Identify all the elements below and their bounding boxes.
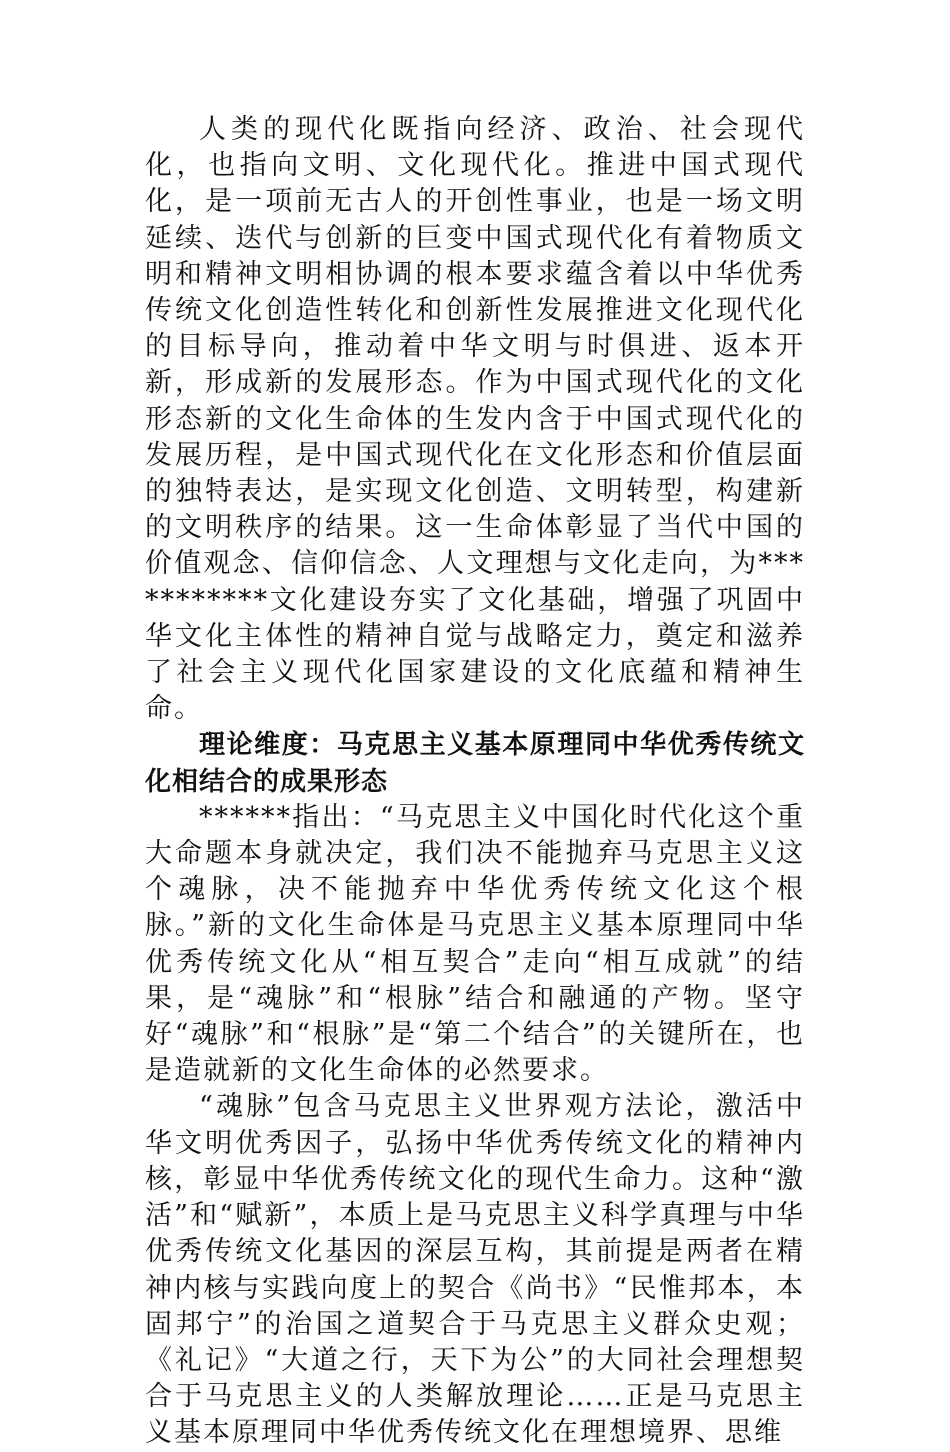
paragraph-intro: 人类的现代化既指向经济、政治、社会现代化，也指向文明、文化现代化。推进中国式现代化，是一项前无古人的开创性事业，也是一场文明延续、迭代与创新的巨变中国式现代化有着物质文明和精神文明相协调的根本要求蕴含着以中华优秀传统文化创造性转化和创新性发展推进文化现代化的目标导向，推动着中华文明与时俱进、返本开新，形成新的发展形态。作为中国式现代化的文化形态新的文化生命体的生发内含于中国式现代化的发展历程，是中国式现代化在文化形态和价值层面的独特表达，是实现文化创造、文明转型，构建新的文明秩序的结果。这一生命体彰显了当代中国的价值观念、信仰信念、人文理想与文化走向，为***********文化建设夯实了文化基础，增强了巩固中华文化主体性的精神自觉与战略定力，奠定和滋养了社会主义现代化国家建设的文化底蕴和精神生命。 (145, 114, 805, 725)
paragraph-quote: ******指出：“马克思主义中国化时代化这个重大命题本身就决定，我们决不能抛弃马克思主义这个魂脉，决不能抛弃中华优秀传统文化这个根脉。”新的文化生命体是马克思主义基本原理同中华优秀传统文化从“相互契合”走向“相互成就”的结果，是“魂脉”和“根脉”结合和融通的产物。坚守好“魂脉”和“根脉”是“第二个结合”的关键所在，也是造就新的文化生命体的必然要求。 (145, 801, 805, 1087)
paragraph-soul-vein: “魂脉”包含马克思主义世界观方法论，激活中华文明优秀因子，弘扬中华优秀传统文化的精神内核，彰显中华优秀传统文化的现代生命力。这种“激活”和“赋新”，本质上是马克思主义科学真理与中华优秀传统文化基因的深层互构，其前提是两者在精神内核与实践向度上的契合《尚书》“民惟邦本，本固邦宁”的治国之道契合于马克思主义群众史观；《礼记》“大道之行，天下为公”的大同社会理想契合于马克思主义的人类解放理论……正是马克思主义基本原理同中华优秀传统文化在理想境界、思维 (145, 1091, 805, 1449)
document-page (145, 112, 805, 1452)
section-heading: 理论维度：马克思主义基本原理同中华优秀传统文化相结合的成果形态 (145, 730, 805, 797)
